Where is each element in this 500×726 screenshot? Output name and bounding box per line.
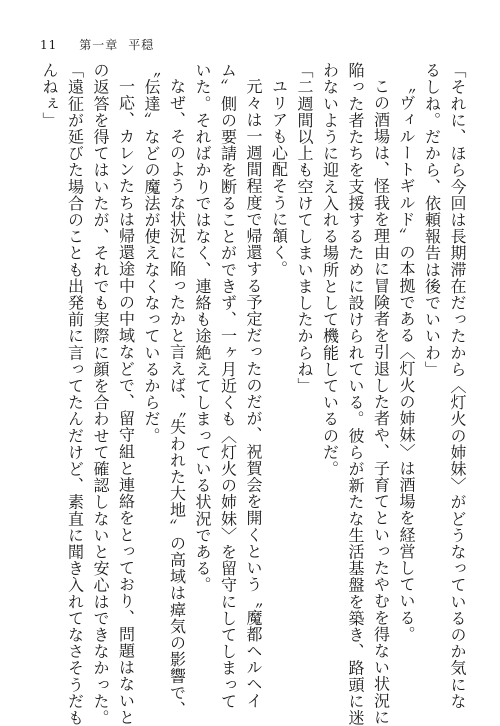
text-line: 〝伝達〟などの魔法が使えなくなっているからだ。 xyxy=(142,62,161,444)
running-header xyxy=(40,36,154,53)
text-line: の返答を得てはいたが、それでも実際に顔を合わせて確認しないと安心はできなかった。 xyxy=(91,62,110,726)
chapter-title: 平穏 xyxy=(128,38,155,52)
page-number: 11 xyxy=(40,38,58,52)
text-line: 一応、カレンたちは帰還途中の中域などで、留守組と連絡をとっており、問題はないと xyxy=(116,78,136,726)
text-line: ユリアも心配そうに頷く。 xyxy=(269,78,289,278)
text-line: るしね。だから、依頼報告は後でいいわ」 xyxy=(422,62,442,378)
text-line: ム〟側の要請を断ることができず、一ヶ月近くも〈灯火の姉妹〉を留守にしてしまって xyxy=(218,62,238,710)
text-line: 「それに、ほら今回は長期滞在だったから〈灯火の姉妹〉がどうなっているのか気にな xyxy=(448,62,467,710)
text-line: 「遠征が延びた場合のことも出発前に言ってたんだけど、素直に聞き入れてなさそうだも xyxy=(65,62,85,726)
text-line: いた。そればかりではなく、連絡も途絶えてしまっている状況である。 xyxy=(193,62,212,594)
text-line: んねぇ」 xyxy=(40,62,59,129)
text-line: 〝ヴィルートギルド〟の本拠である〈灯火の姉妹〉は酒場を経営している。 xyxy=(397,78,416,643)
text-line: 「二週間以上も空けてしまいましたからね」 xyxy=(295,62,314,394)
text-line: 元々は一週間程度で帰還する予定だったのだが、祝賀会を開くという〝魔都ヘルヘイ xyxy=(244,78,263,709)
text-line: この酒場は、怪我を理由に冒険者を引退した者や、子育てといったやむを得ない状況に xyxy=(371,78,391,726)
vertical-body-text xyxy=(37,62,471,726)
chapter-label: 第一章 xyxy=(79,38,119,52)
text-line: わないように迎え入れる場所として機能しているのだ。 xyxy=(320,62,340,477)
text-line: なぜ、そのような状況に陥ったかと言えば、〝失われた大地〟の高域は瘴気の影響で、 xyxy=(167,78,187,718)
text-line: 陥った者たちを支援するために設けられている。彼らが新たな生活基盤を築き、路頭に迷 xyxy=(346,62,365,726)
